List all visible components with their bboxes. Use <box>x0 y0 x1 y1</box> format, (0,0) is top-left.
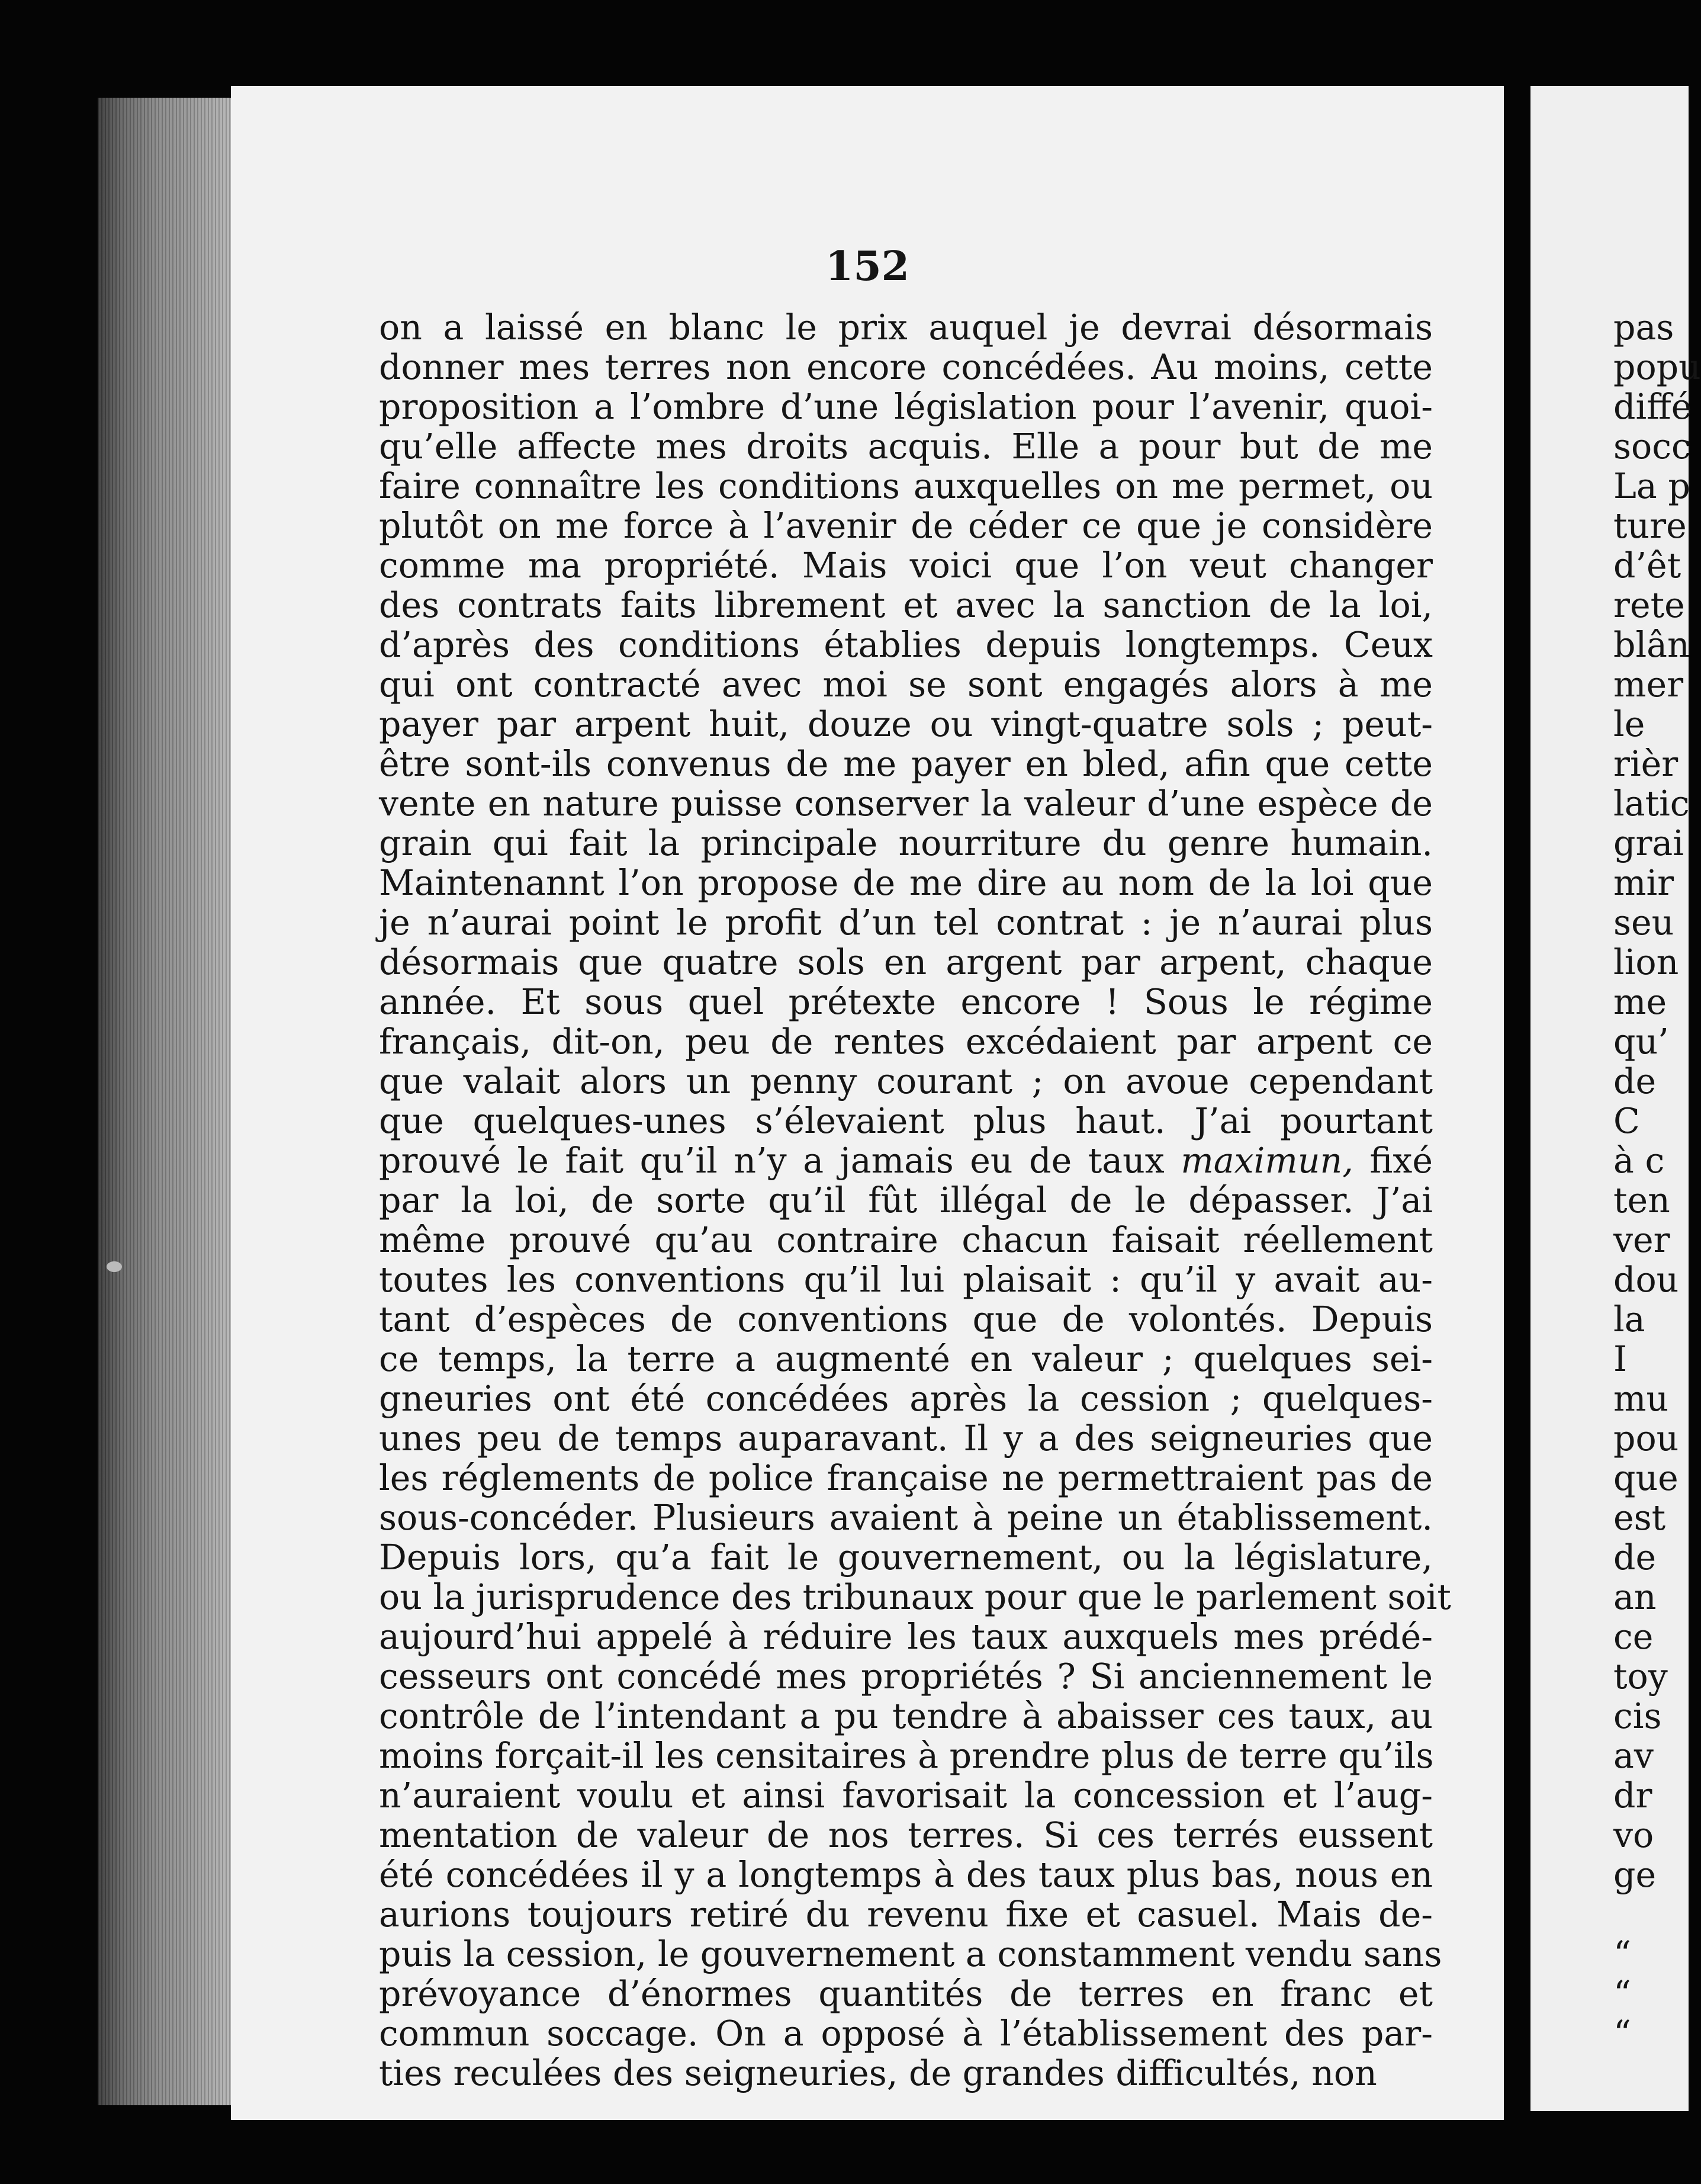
text-line: prévoyance d’énormes quantités de terres en franc et <box>379 1974 1433 2014</box>
text-line: ce temps, la terre a augmenté en valeur ; quelques sei- <box>379 1339 1433 1379</box>
text-line: tant d’espèces de conventions que de volontés. Depuis <box>379 1299 1433 1340</box>
text-line: toutes les conventions qu’il lui plaisait : qu’il y avait au- <box>379 1260 1433 1300</box>
text-line: proposition a l’ombre d’une législation pour l’avenir, quoi- <box>379 387 1433 427</box>
text-line: être sont-ils convenus de me payer en bled, afin que cette <box>379 744 1433 784</box>
facing-text-fragment: blân <box>1613 625 1690 665</box>
facing-text-fragment: dou <box>1613 1260 1679 1300</box>
text-line: Maintenannt l’on propose de me dire au nom de la loi que <box>379 863 1433 903</box>
facing-text-fragment: grai <box>1613 823 1684 863</box>
text-line: puis la cession, le gouvernement a constamment vendu sans <box>379 1934 1442 1974</box>
text-line: moins forçait-il les censitaires à prendre plus de terre qu’ils <box>379 1736 1434 1776</box>
text-line: vente en nature puisse conserver la valeur d’une espèce de <box>379 783 1433 824</box>
facing-text-fragment: me <box>1613 982 1667 1022</box>
facing-text-fragment: pou <box>1613 1418 1679 1459</box>
facing-text-fragment: rièr <box>1613 744 1679 784</box>
facing-text-fragment: est <box>1613 1498 1666 1538</box>
paper-speck <box>107 1261 122 1272</box>
facing-text-fragment: le <box>1613 704 1645 744</box>
text-line: je n’aurai point le profit d’un tel contrat : je n’aurai plus <box>379 902 1433 943</box>
facing-text-fragment: “ <box>1613 1974 1631 2014</box>
text-line: grain qui fait la principale nourriture du genre humain. <box>379 823 1433 863</box>
left-page <box>231 86 1504 2120</box>
facing-text-fragment: av <box>1613 1736 1654 1776</box>
text-line: contrôle de l’intendant a pu tendre à abaisser ces taux, au <box>379 1696 1433 1736</box>
facing-text-fragment: I <box>1613 1339 1628 1379</box>
facing-text-fragment: latic <box>1613 783 1690 824</box>
text-line: désormais que quatre sols en argent par arpent, chaque <box>379 942 1433 982</box>
text-line: mentation de valeur de nos terres. Si ces terrés eussent <box>379 1815 1433 1855</box>
text-line: par la loi, de sorte qu’il fût illégal de le dépasser. J’ai <box>379 1180 1433 1221</box>
text-line: qu’elle affecte mes droits acquis. Elle a pour but de me <box>379 426 1433 467</box>
facing-text-fragment <box>1613 1895 1701 1935</box>
text-line: plutôt on me force à l’avenir de céder ce que je considère <box>379 506 1433 546</box>
facing-text-fragment: toy <box>1613 1656 1668 1697</box>
facing-text-fragment: pas <box>1613 307 1674 348</box>
facing-text-fragment: cis <box>1613 1696 1662 1736</box>
facing-text-fragment: ce <box>1613 1617 1654 1657</box>
facing-text-fragment: lion <box>1613 942 1679 982</box>
facing-text-fragment: socc <box>1613 426 1691 467</box>
text-line: gneuries ont été concédées après la cession ; quelques- <box>379 1379 1433 1419</box>
text-fragment: prouvé le fait qu’il n’y a jamais eu de taux <box>379 1141 1181 1181</box>
facing-text-fragment: mu <box>1613 1379 1669 1419</box>
facing-page <box>1530 86 1701 2111</box>
facing-text-fragment: qu’ <box>1613 1022 1669 1062</box>
text-line: aujourd’hui appelé à réduire les taux auxquels mes prédé- <box>379 1617 1433 1657</box>
text-line: même prouvé qu’au contraire chacun faisait réellement <box>379 1220 1433 1260</box>
facing-text-fragment: mer <box>1613 664 1684 705</box>
facing-text-fragment: “ <box>1613 1934 1631 1974</box>
text-line: que quelques-unes s’élevaient plus haut. J’ai pourtant <box>379 1101 1433 1141</box>
text-line: on a laissé en blanc le prix auquel je devrai désormais <box>379 307 1433 348</box>
facing-text-fragment: an <box>1613 1577 1657 1617</box>
text-line: ties reculées des seigneuries, de grandes difficultés, non <box>379 2053 1377 2093</box>
text-line: sous-concéder. Plusieurs avaient à peine un établissement. <box>379 1498 1433 1538</box>
facing-text-fragment: ge <box>1613 1855 1657 1895</box>
text-line: payer par arpent huit, douze ou vingt-quatre sols ; peut- <box>379 704 1433 744</box>
facing-text-fragment: rete <box>1613 585 1685 625</box>
body-text <box>379 307 1451 2093</box>
text-line: ou la jurisprudence des tribunaux pour que le parlement soit <box>379 1577 1451 1617</box>
text-line: des contrats faits librement et avec la sanction de la loi, <box>379 585 1433 625</box>
text-line: donner mes terres non encore concédées. Au moins, cette <box>379 347 1433 387</box>
text-line: qui ont contracté avec moi se sont engagés alors à me <box>379 664 1433 705</box>
text-line: d’après des conditions établies depuis longtemps. Ceux <box>379 625 1433 665</box>
text-line: unes peu de temps auparavant. Il y a des seigneuries que <box>379 1418 1433 1459</box>
text-line: français, dit-on, peu de rentes excédaient par arpent ce <box>379 1022 1433 1062</box>
page-number: 152 <box>825 243 909 290</box>
text-line: année. Et sous quel prétexte encore ! Sous le régime <box>379 982 1433 1022</box>
facing-text-fragment: de <box>1613 1537 1657 1578</box>
text-line: cesseurs ont concédé mes propriétés ? Si anciennement le <box>379 1656 1433 1697</box>
facing-text-fragment: ten <box>1613 1180 1670 1221</box>
text-line: comme ma propriété. Mais voici que l’on veut changer <box>379 545 1433 586</box>
text-line: que valait alors un penny courant ; on avoue cependant <box>379 1061 1433 1101</box>
text-line: les réglements de police française ne permettraient pas de <box>379 1458 1433 1498</box>
book-page-edges <box>98 98 231 2105</box>
text-line: Depuis lors, qu’a fait le gouvernement, ou la législature, <box>379 1537 1433 1578</box>
text-line: commun soccage. On a opposé à l’établissement des par- <box>379 2013 1433 2054</box>
facing-text-fragment: à c <box>1613 1141 1665 1181</box>
facing-text-fragment: d’êt <box>1613 545 1681 586</box>
facing-text-fragment: que <box>1613 1458 1679 1498</box>
text-line: aurions toujours retiré du revenu fixe et casuel. Mais de- <box>379 1894 1433 1935</box>
text-line: n’auraient voulu et ainsi favorisait la concession et l’aug- <box>379 1775 1433 1816</box>
facing-text-fragment: vo <box>1613 1815 1654 1855</box>
facing-text-fragment: C <box>1613 1101 1640 1141</box>
text-line: faire connaître les conditions auxquelles on me permet, ou <box>379 466 1433 506</box>
facing-text-fragment: La p <box>1613 466 1690 506</box>
text-line <box>379 1141 1433 1181</box>
text-fragment: fixé <box>1353 1141 1433 1181</box>
facing-text-fragment: dr <box>1613 1775 1652 1816</box>
facing-text-fragment: de <box>1613 1061 1657 1101</box>
facing-text-fragment: mir <box>1613 863 1674 903</box>
facing-page-text <box>1613 308 1701 2054</box>
facing-text-fragment: la <box>1613 1299 1645 1340</box>
facing-text-fragment: ture <box>1613 506 1687 546</box>
facing-text-fragment: “ <box>1613 2013 1631 2054</box>
facing-text-fragment: diffé <box>1613 387 1692 427</box>
facing-text-fragment: seu <box>1613 902 1674 943</box>
italic-word: maximun, <box>1181 1141 1353 1181</box>
facing-text-fragment: ver <box>1613 1220 1670 1260</box>
text-line: été concédées il y a longtemps à des taux plus bas, nous en <box>379 1855 1433 1895</box>
facing-text-fragment: popu <box>1613 347 1701 387</box>
